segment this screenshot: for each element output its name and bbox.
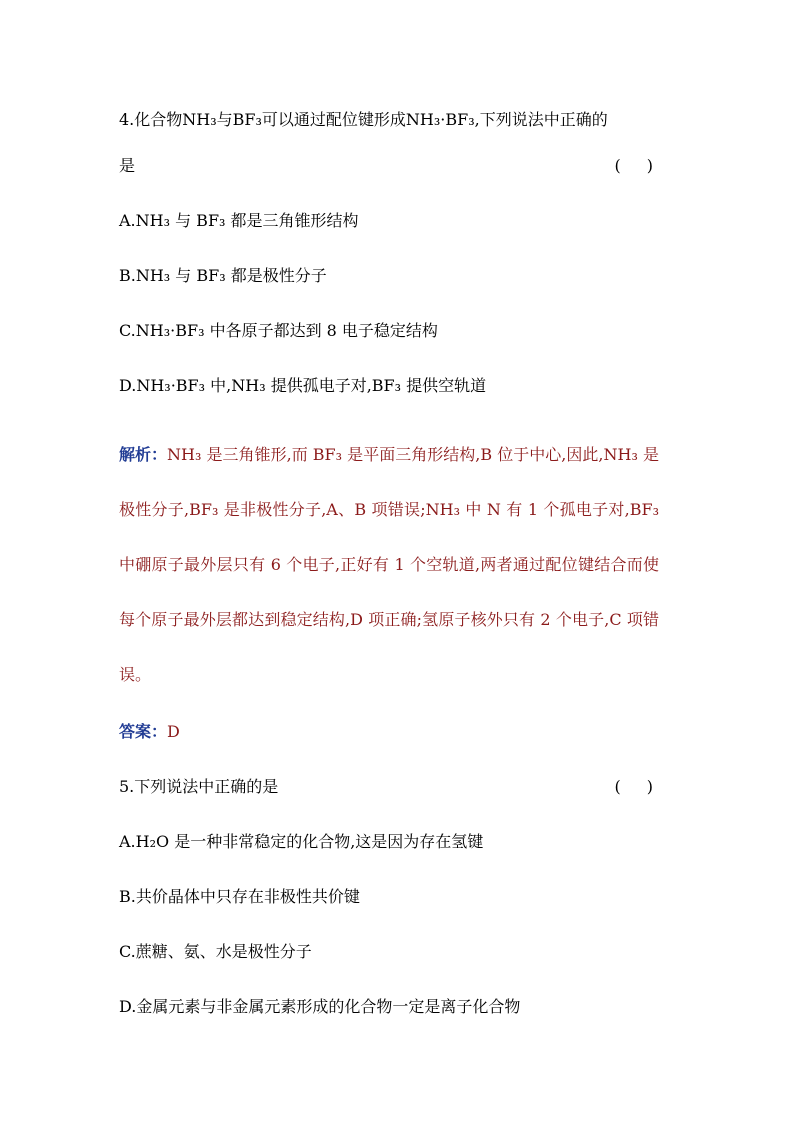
question-4-option-a: A.NH₃ 与 BF₃ 都是三角锥形结构 <box>119 211 359 230</box>
paren-close: ) <box>646 156 653 175</box>
question-4-stem-end: 是 <box>119 156 136 175</box>
answer-blank <box>615 152 654 180</box>
question-4-stem-line-2 <box>119 152 675 180</box>
question-4-option-b: B.NH₃ 与 BF₃ 都是极性分子 <box>119 266 327 285</box>
answer-label: 答案： <box>119 722 168 741</box>
question-5 <box>119 773 675 1021</box>
question-5-option-a: A.H₂O 是一种非常稳定的化合物,这是因为存在氢键 <box>119 832 484 851</box>
question-4 <box>119 106 675 746</box>
paren-open: ( <box>614 777 621 796</box>
question-4-analysis <box>119 427 659 702</box>
paren-close: ) <box>646 777 653 796</box>
question-4-stem-line-1: 4.化合物NH₃与BF₃可以通过配位键形成NH₃·BF₃,下列说法中正确的 <box>119 110 608 129</box>
question-4-answer <box>119 718 675 746</box>
question-5-stem-line <box>119 773 675 801</box>
question-4-option-c: C.NH₃·BF₃ 中各原子都达到 8 电子稳定结构 <box>119 321 438 340</box>
question-5-option-d: D.金属元素与非金属元素形成的化合物一定是离子化合物 <box>119 997 521 1016</box>
question-5-stem: 5.下列说法中正确的是 <box>119 777 279 796</box>
document-page <box>119 98 675 1021</box>
question-4-option-d: D.NH₃·BF₃ 中,NH₃ 提供孤电子对,BF₃ 提供空轨道 <box>119 376 487 395</box>
answer-value: D <box>167 722 180 741</box>
analysis-label: 解析： <box>119 445 168 464</box>
question-5-option-b: B.共价晶体中只存在非极性共价键 <box>119 887 360 906</box>
answer-blank <box>615 773 654 801</box>
analysis-text: NH₃ 是三角锥形,而 BF₃ 是平面三角形结构,B 位于中心,因此,NH₃ 是极性分子,BF₃ 是非极性分子,A、B 项错误;NH₃ 中 N 有 1 个孤电子对,BF₃ 中硼原子最外层只有 6 个电子,正好有 1 个空轨道,两者通过配位键结合而使每个原子最外层都达到稳定结构,D 项正确;氢原子核外只有 2 个电子,C 项错误。 <box>119 445 659 684</box>
question-5-option-c: C.蔗糖、氨、水是极性分子 <box>119 942 312 961</box>
paren-open: ( <box>614 156 621 175</box>
